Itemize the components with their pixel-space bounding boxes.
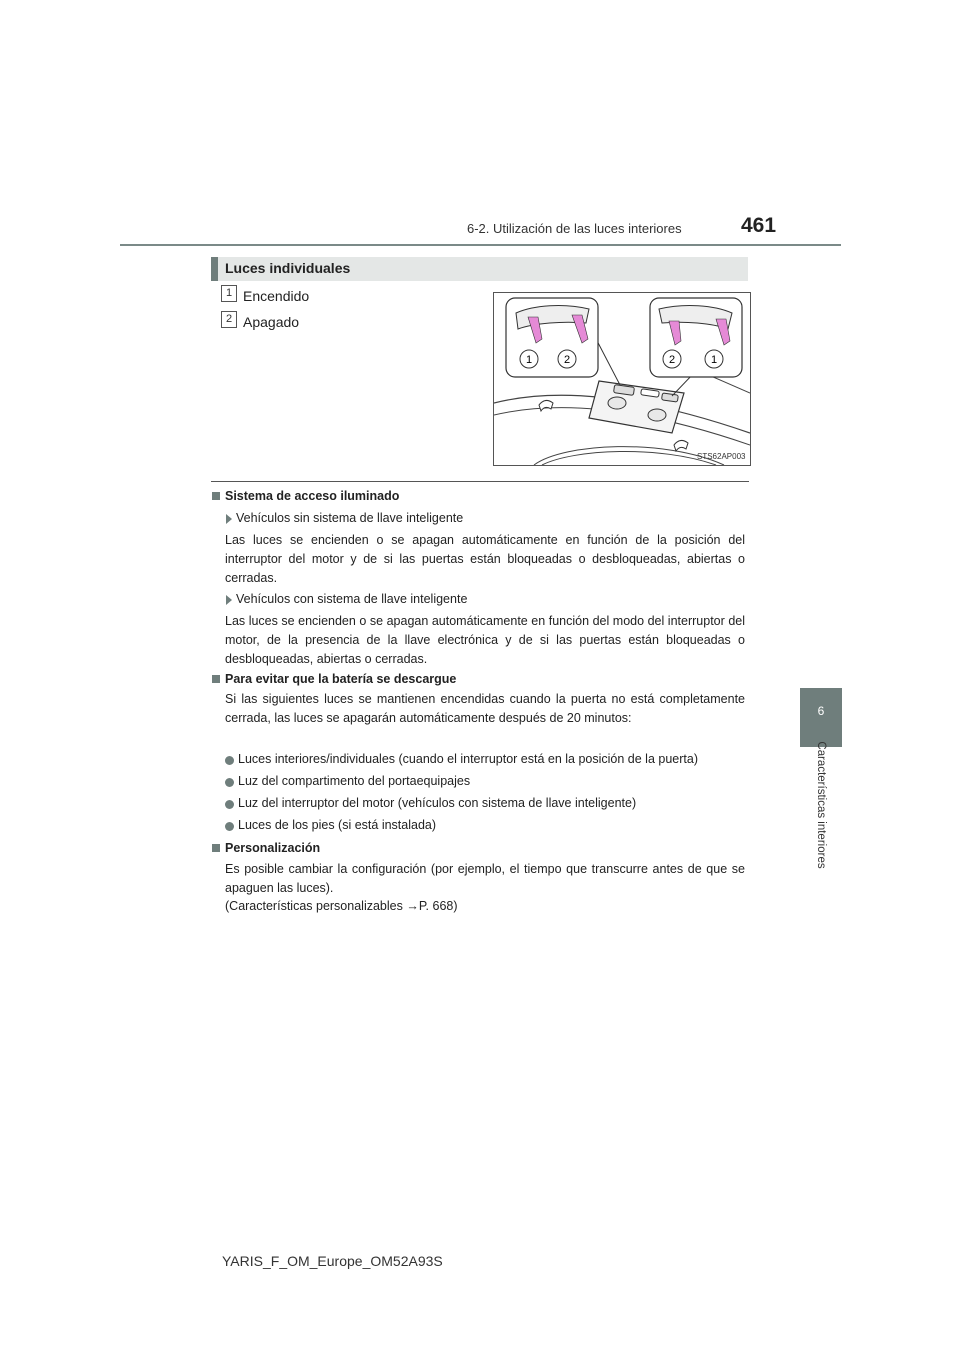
callout-left-2: 2 bbox=[563, 354, 571, 366]
note-square-icon bbox=[212, 675, 220, 683]
header-divider bbox=[120, 244, 841, 246]
header-section-title: 6-2. Utilización de las luces interiores bbox=[467, 221, 682, 236]
note-text-custom: Es posible cambiar la configuración (por ejemplo, el tiempo que transcurre antes de que se apaguen las luces). bbox=[225, 862, 745, 895]
bullet-dot-icon bbox=[225, 756, 234, 765]
figure-code: STS62AP003 bbox=[697, 452, 746, 461]
footer-code: YARIS_F_OM_Europe_OM52A93S bbox=[222, 1253, 443, 1269]
battery-bullet-3: Luz del interruptor del motor (vehículos con sistema de llave inteligente) bbox=[238, 796, 637, 810]
note-sub-no-smart-key: Vehículos sin sistema de llave inteligente bbox=[236, 511, 464, 525]
section-title: Luces individuales bbox=[225, 260, 351, 276]
triangle-bullet-icon bbox=[226, 514, 232, 524]
note-title-battery: Para evitar que la batería se descargue bbox=[225, 672, 457, 686]
chapter-tab-label: Características interiores bbox=[815, 741, 827, 869]
note-ref-custom: (Características personalizables →P. 668) bbox=[225, 899, 458, 913]
note-title-access: Sistema de acceso iluminado bbox=[225, 489, 400, 503]
bullet-dot-icon bbox=[225, 822, 234, 831]
note-sub-smart-key: Vehículos con sistema de llave inteligente bbox=[236, 592, 468, 606]
chapter-tab-number: 6 bbox=[817, 704, 825, 718]
interior-light-illustration bbox=[494, 293, 750, 465]
note-title-custom: Personalización bbox=[225, 841, 321, 855]
item-number-1: 1 bbox=[221, 285, 237, 302]
callout-right-2: 1 bbox=[710, 354, 718, 366]
battery-bullet-4: Luces de los pies (si está instalada) bbox=[238, 818, 437, 832]
bullet-dot-icon bbox=[225, 800, 234, 809]
battery-bullet-1: Luces interiores/individuales (cuando el interruptor está en la posición de la puerta) bbox=[238, 752, 698, 766]
note-square-icon bbox=[212, 492, 220, 500]
section-divider bbox=[211, 481, 749, 482]
illustration-frame bbox=[493, 292, 751, 466]
item-label-2: Apagado bbox=[243, 314, 300, 330]
callout-left-1: 1 bbox=[525, 354, 533, 366]
page-number: 461 bbox=[741, 214, 777, 237]
note-text-battery: Si las siguientes luces se mantienen encendidas cuando la puerta no está completamente cerrada, las luces se apagarán automáticamente después de 20 minutos: bbox=[225, 692, 745, 725]
triangle-bullet-icon bbox=[226, 595, 232, 605]
battery-bullet-2: Luz del compartimento del portaequipajes bbox=[238, 774, 471, 788]
item-number-2: 2 bbox=[221, 311, 237, 328]
note-text-smart-key: Las luces se encienden o se apagan automáticamente en función del modo del interruptor del motor, de la presencia de la llave electrónica y de si las puertas están bloqueadas o desbloqueadas, abiertas o cerradas. bbox=[225, 614, 745, 666]
item-label-1: Encendido bbox=[243, 288, 310, 304]
callout-right-1: 2 bbox=[668, 354, 676, 366]
note-square-icon bbox=[212, 844, 220, 852]
note-text-no-smart-key: Las luces se encienden o se apagan automáticamente en función de la posición del interruptor del motor y de si las puertas están bloqueadas o desbloqueadas, abiertas o cerradas. bbox=[225, 533, 745, 585]
bullet-dot-icon bbox=[225, 778, 234, 787]
section-title-accent bbox=[211, 257, 218, 281]
